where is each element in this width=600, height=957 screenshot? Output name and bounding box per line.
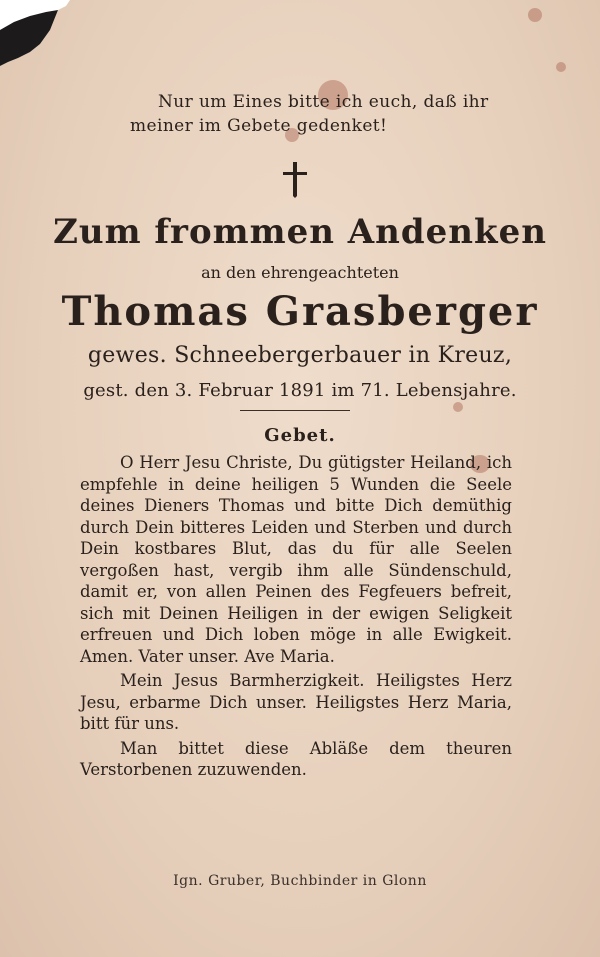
prayer-paragraph-2: Mein Jesus Barmherzigkeit. Heiligstes Herz Jesu, erbarme Dich unser. Heiligstes Herz Maria, bitt für uns. bbox=[80, 671, 512, 733]
stain bbox=[556, 62, 566, 72]
death-date-line: gest. den 3. Februar 1891 im 71. Lebensjahre. bbox=[83, 380, 517, 401]
prayer-text bbox=[80, 452, 512, 781]
prayer-paragraph-1: O Herr Jesu Christe, Du gütigster Heiland, ich empfehle in deine heiligen 5 Wunden die Seele deines Dieners Thomas und bitte Dich demüthig durch Dein bitteres Leiden und Sterben und durch Dein kostbares Blut, das du für alle Seelen vergoßen hast, vergib ihm alle Sündenschuld, damit er, von allen Peinen des Fegfeuers befreit, sich mit Deinen Heiligen in der ewigen Seligkeit erfreuen und Dich loben möge in alle Ewigkeit. Amen. Vater unser. Ave Maria. bbox=[80, 453, 512, 666]
stain bbox=[453, 402, 463, 412]
deceased-name: Thomas Grasberger bbox=[61, 288, 539, 335]
verse-line-1: Nur um Eines bitte ich euch, daß ihr bbox=[158, 92, 489, 112]
dedication-line: an den ehrengeachteten bbox=[201, 263, 399, 282]
printer-imprint: Ign. Gruber, Buchbinder in Glonn bbox=[173, 873, 427, 889]
opening-verse bbox=[130, 90, 530, 138]
card-title: Zum frommen Andenken bbox=[53, 212, 547, 252]
verse-line-2: meiner im Gebete gedenket! bbox=[130, 116, 388, 136]
divider bbox=[240, 410, 350, 411]
torn-corner bbox=[0, 0, 70, 70]
occupation-line: gewes. Schneebergerbauer in Kreuz, bbox=[87, 343, 513, 368]
cross-icon bbox=[281, 162, 309, 198]
stain bbox=[528, 8, 542, 22]
prayer-paragraph-3: Man bittet diese Abläße dem theuren Verstorbenen zuzuwenden. bbox=[80, 738, 512, 779]
prayer-heading: Gebet. bbox=[264, 425, 336, 446]
